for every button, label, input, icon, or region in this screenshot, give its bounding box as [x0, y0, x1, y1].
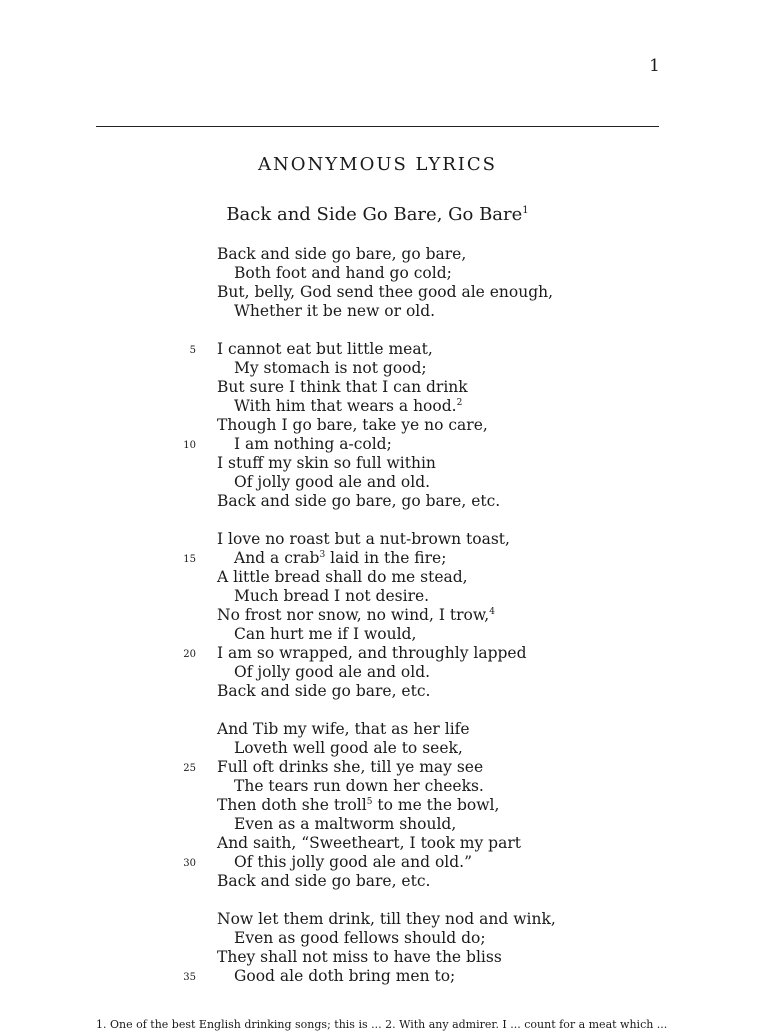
line-text	[234, 302, 435, 321]
poem-line	[0, 796, 768, 815]
poem-line	[0, 606, 768, 625]
line-number: 25	[183, 763, 196, 774]
line-text	[217, 834, 521, 853]
poem-line	[0, 644, 768, 663]
line-text-main: Even as a maltworm should,	[234, 815, 457, 833]
line-text	[234, 815, 456, 834]
line-text	[217, 245, 466, 264]
poem-line	[0, 302, 768, 321]
line-text	[234, 663, 430, 682]
line-text-main: Much bread I not desire.	[234, 587, 430, 605]
stanza	[0, 340, 768, 511]
line-text-main: Then doth she troll	[217, 796, 367, 814]
line-text-main: And a crab	[234, 549, 320, 567]
line-text-main: Can hurt me if I would,	[234, 625, 417, 643]
line-text	[217, 530, 510, 549]
footnote-marker: 3	[319, 550, 326, 560]
line-text	[234, 264, 452, 283]
line-text-main: I am nothing a-cold;	[234, 435, 392, 453]
poem-line	[0, 929, 768, 948]
poem-line	[0, 340, 768, 359]
poem-line	[0, 549, 768, 568]
poem-line	[0, 777, 768, 796]
poem-line	[0, 872, 768, 891]
line-text-main: My stomach is not good;	[234, 359, 427, 377]
line-number: 30	[183, 858, 196, 869]
stanza	[0, 245, 768, 321]
line-text	[217, 682, 430, 701]
line-text	[217, 492, 500, 511]
line-text	[234, 929, 486, 948]
poem-title-text: Back and Side Go Bare, Go Bare	[226, 204, 523, 225]
line-text	[234, 549, 446, 568]
line-text-main: But, belly, God send thee good ale enough,	[217, 283, 554, 301]
poem-line	[0, 739, 768, 758]
section-title: ANONYMOUS LYRICS	[258, 154, 497, 175]
poem-line	[0, 948, 768, 967]
line-text-main: Now let them drink, till they nod and wink,	[217, 910, 556, 928]
line-text	[234, 853, 472, 872]
line-text-main: No frost nor snow, no wind, I trow,	[217, 606, 490, 624]
line-text-continuation: to me the bowl,	[372, 796, 500, 814]
line-text	[217, 758, 483, 777]
poem-line	[0, 568, 768, 587]
line-text-main: Good ale doth bring men to;	[234, 967, 456, 985]
line-text	[234, 967, 455, 986]
poem-line	[0, 815, 768, 834]
line-text	[217, 454, 436, 473]
line-text-main: And Tib my wife, that as her life	[217, 720, 470, 738]
poem-line	[0, 682, 768, 701]
line-text	[217, 416, 488, 435]
line-text	[217, 796, 499, 815]
line-text-main: Though I go bare, take ye no care,	[217, 416, 488, 434]
line-text	[217, 948, 502, 967]
line-text-main: Whether it be new or old.	[234, 302, 436, 320]
poem-line	[0, 720, 768, 739]
poem-title	[96, 204, 659, 225]
line-text-main: I love no roast but a nut-brown toast,	[217, 530, 510, 548]
poem-line	[0, 492, 768, 511]
poem-line	[0, 625, 768, 644]
poem-line	[0, 530, 768, 549]
poem-title-footnote-marker: 1	[522, 205, 529, 216]
line-number: 20	[183, 649, 196, 660]
poem-line	[0, 359, 768, 378]
line-text-main: But sure I think that I can drink	[217, 378, 468, 396]
stanza	[0, 910, 768, 986]
line-text-main: A little bread shall do me stead,	[217, 568, 468, 586]
poem-line	[0, 435, 768, 454]
footnote-marker: 4	[489, 607, 495, 617]
line-number: 35	[183, 972, 196, 983]
line-text-main: Back and side go bare, etc.	[217, 682, 431, 700]
poem-line	[0, 663, 768, 682]
line-text-continuation: laid in the fire;	[325, 549, 447, 567]
line-text-main: Of this jolly good ale and old.”	[234, 853, 473, 871]
poem-line	[0, 454, 768, 473]
poem-line	[0, 245, 768, 264]
line-text-main: Back and side go bare, go bare, etc.	[217, 492, 501, 510]
line-number: 10	[183, 440, 196, 451]
line-text	[234, 739, 463, 758]
poem-line	[0, 853, 768, 872]
line-text-main: They shall not miss to have the bliss	[217, 948, 502, 966]
line-text	[217, 872, 430, 891]
footnote-marker: 2	[456, 398, 463, 408]
line-text	[217, 606, 495, 625]
line-text	[234, 777, 484, 796]
line-text-main: Back and side go bare, go bare,	[217, 245, 467, 263]
header-rule	[96, 126, 659, 127]
line-text-main: And saith, “Sweetheart, I took my part	[217, 834, 521, 852]
line-text-main: With him that wears a hood.	[234, 397, 457, 415]
poem-line	[0, 587, 768, 606]
page-number: 1	[649, 56, 660, 76]
line-text	[217, 340, 433, 359]
poem-line	[0, 378, 768, 397]
line-text-main: Back and side go bare, etc.	[217, 872, 431, 890]
line-text	[217, 283, 553, 302]
line-text	[234, 473, 430, 492]
line-text-main: I stuff my skin so full within	[217, 454, 436, 472]
poem-line	[0, 967, 768, 986]
line-text	[234, 435, 392, 454]
line-text-main: Both foot and hand go cold;	[234, 264, 452, 282]
line-text	[217, 568, 468, 587]
poem-line	[0, 834, 768, 853]
poem-line	[0, 910, 768, 929]
line-text-main: Loveth well good ale to seek,	[234, 739, 463, 757]
line-text	[234, 397, 462, 416]
line-text	[234, 587, 429, 606]
line-number: 5	[189, 345, 196, 356]
poem-line	[0, 758, 768, 777]
line-text-main: I cannot eat but little meat,	[217, 340, 433, 358]
line-text-main: I am so wrapped, and throughly lapped	[217, 644, 527, 662]
line-text	[217, 720, 470, 739]
poem-line	[0, 264, 768, 283]
line-text-main: Full oft drinks she, till ye may see	[217, 758, 484, 776]
line-text	[217, 378, 468, 397]
line-text	[217, 644, 527, 663]
line-text	[234, 625, 416, 644]
poem-body	[0, 245, 768, 1005]
line-text-main: The tears run down her cheeks.	[234, 777, 484, 795]
footnotes-cutoff: 1. One of the best English drinking songs; this is ... 2. With any admirer. I ... count for a meat which ...	[96, 1018, 668, 1031]
poem-line	[0, 283, 768, 302]
line-number: 15	[183, 554, 196, 565]
line-text-main: Even as good fellows should do;	[234, 929, 486, 947]
poem-line	[0, 397, 768, 416]
line-text	[217, 910, 556, 929]
line-text-main: Of jolly good ale and old.	[234, 663, 431, 681]
stanza	[0, 720, 768, 891]
line-text	[234, 359, 427, 378]
line-text-main: Of jolly good ale and old.	[234, 473, 431, 491]
poem-line	[0, 473, 768, 492]
footnote-marker: 5	[366, 797, 373, 807]
stanza	[0, 530, 768, 701]
poem-line	[0, 416, 768, 435]
